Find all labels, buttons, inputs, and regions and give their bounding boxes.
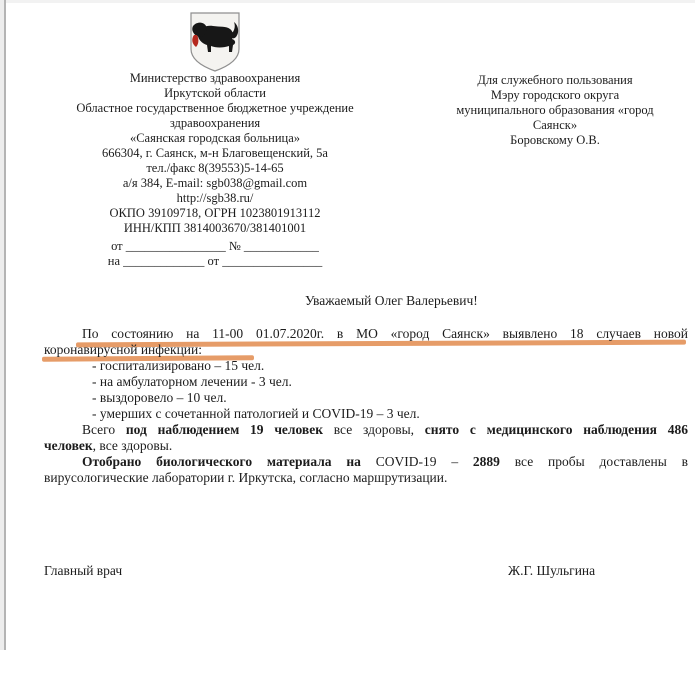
paragraph-samples-line-2: вирусологические лаборатории г. Иркутска, согласно маршрутизации.: [44, 470, 448, 485]
recipient-line: Мэру городского округа: [490, 88, 620, 102]
text-segment-bold: под наблюдением 19 человек: [125, 422, 323, 437]
sender-line: ИНН/КПП 3814003670/381401001: [123, 221, 307, 235]
signatory-name: Ж.Г. Шульгина: [508, 563, 596, 578]
sender-line: здравоохранения: [169, 116, 261, 130]
sender-line: «Саянская городская больница»: [129, 131, 301, 145]
recipient-block: [415, 73, 695, 148]
text-segment-bold: Отобрано биологического материала на: [82, 454, 376, 469]
screenshot-top-edge: [0, 0, 695, 3]
paragraph-status-line-2: коронавирусной инфекции:: [44, 342, 202, 357]
paragraph-status-line-1: По состоянию на 11-00 01.07.2020г. в МО «город Саянск» выявлено 18 случаев новой: [82, 326, 688, 341]
text-segment: все пробы доставлены в: [499, 454, 688, 469]
ref-reply-line: на _____________ от ________________: [107, 254, 323, 268]
sender-line: Иркутской области: [164, 86, 266, 100]
paragraph-samples-line-1: [44, 454, 688, 470]
list-item-recovered: - выздоровело – 10 чел.: [92, 390, 227, 405]
recipient-line: Для служебного пользования: [477, 73, 633, 87]
text-segment: Всего: [82, 422, 126, 437]
list-item-hospitalized: - госпитализировано – 15 чел.: [92, 358, 265, 373]
ref-number-line: от ________________ № ____________: [111, 239, 319, 253]
list-item-deceased: - умерших с сочетанной патологией и COVID-19 – 3 чел.: [92, 406, 420, 421]
sender-line: http://sgb38.ru/: [176, 191, 254, 205]
sender-block: [50, 71, 380, 269]
page-left-border: [4, 0, 6, 650]
text-segment: , все здоровы.: [92, 438, 173, 453]
sender-line: 666304, г. Саянск, м-н Благовещенский, 5а: [102, 146, 328, 160]
paragraph-observation-line-2: [44, 438, 688, 454]
recipient-line: Саянск»: [532, 118, 578, 132]
irkutsk-coat-of-arms-icon: [188, 11, 242, 73]
sender-line: ОКПО 39109718, ОГРН 1023801913112: [109, 206, 321, 220]
sender-line: Областное государственное бюджетное учреждение: [76, 101, 354, 115]
sender-line: тел./факс 8(39553)5-14-65: [146, 161, 284, 175]
signature-row: [44, 563, 688, 581]
text-segment: COVID-19 –: [375, 454, 473, 469]
text-segment-bold: человек: [44, 438, 93, 453]
sender-line: Министерство здравоохранения: [129, 71, 301, 85]
recipient-line: муниципального образования «город: [456, 103, 654, 117]
recipient-line: Боровскому О.В.: [510, 133, 600, 147]
letter-body: [44, 326, 688, 486]
paragraph-observation-line-1: [44, 422, 688, 438]
signatory-position: Главный врач: [44, 563, 123, 578]
sender-line: а/я 384, E-mail: sgb038@gmail.com: [122, 176, 308, 190]
text-segment-bold: снято с медицинского наблюдения 486: [424, 422, 689, 437]
list-item-outpatient: - на амбулаторном лечении - 3 чел.: [92, 374, 292, 389]
text-segment-bold: 2889: [472, 454, 500, 469]
salutation: Уважаемый Олег Валерьевич!: [305, 293, 478, 308]
text-segment: все здоровы,: [322, 422, 425, 437]
